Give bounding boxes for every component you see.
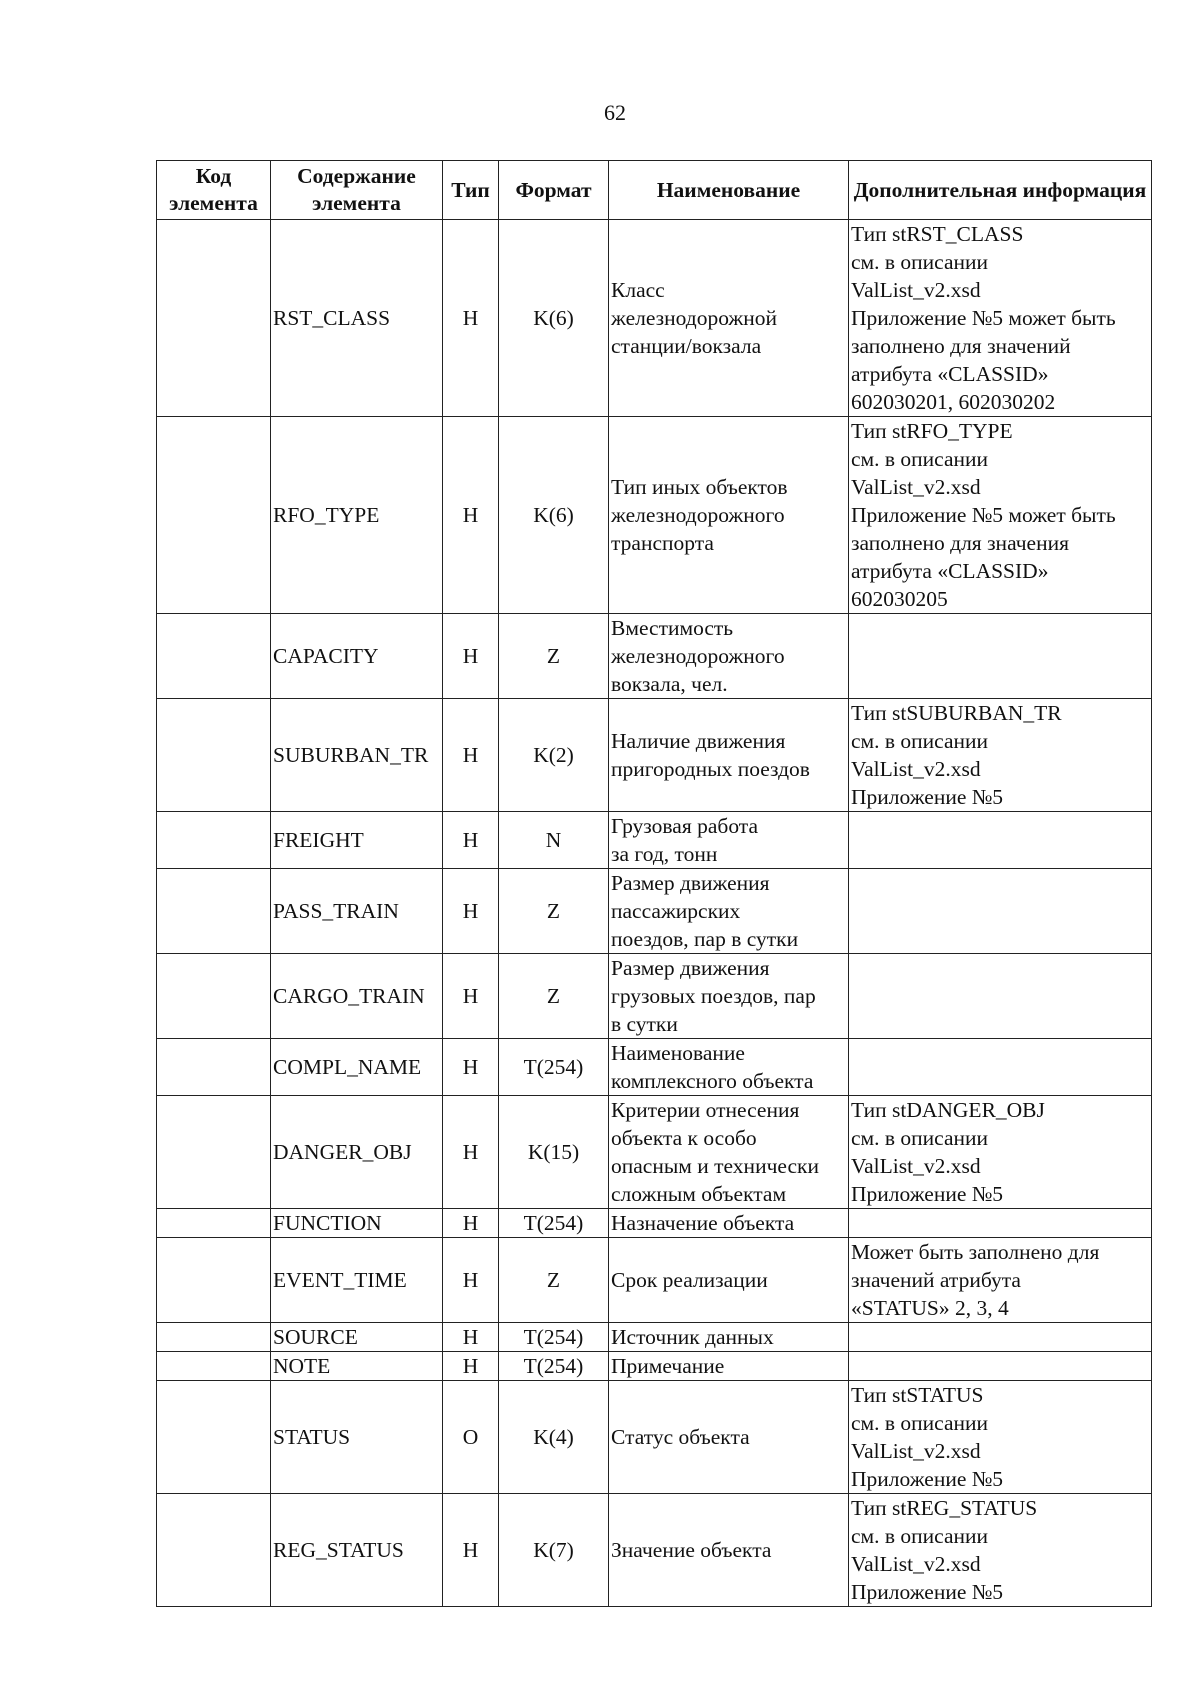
element-format-cell: T(254): [499, 1039, 609, 1096]
table-row: [157, 614, 1152, 699]
element-format-cell: T(254): [499, 1323, 609, 1352]
element-info-cell: Тип stDANGER_OBJ см. в описании ValList_v2.xsd Приложение №5: [849, 1096, 1152, 1209]
element-content-cell: CAPACITY: [271, 614, 443, 699]
element-content-cell: FREIGHT: [271, 812, 443, 869]
element-info-cell: Тип stRFO_TYPE см. в описании ValList_v2.xsd Приложение №5 может быть заполнено для значения атрибута «CLASSID» 602030205: [849, 417, 1152, 614]
table-row: [157, 1494, 1152, 1607]
element-format-cell: Z: [499, 614, 609, 699]
element-info-cell: Тип stSTATUS см. в описании ValList_v2.xsd Приложение №5: [849, 1381, 1152, 1494]
element-type-cell: О: [443, 1381, 499, 1494]
element-type-cell: Н: [443, 1323, 499, 1352]
element-type-cell: Н: [443, 220, 499, 417]
element-content-cell: CARGO_TRAIN: [271, 954, 443, 1039]
element-code-cell: [157, 1323, 271, 1352]
table-row: [157, 1096, 1152, 1209]
element-name-cell: Вместимость железнодорожного вокзала, чел.: [609, 614, 849, 699]
element-code-cell: [157, 1209, 271, 1238]
element-content-cell: FUNCTION: [271, 1209, 443, 1238]
element-type-cell: Н: [443, 699, 499, 812]
table-row: [157, 1238, 1152, 1323]
element-code-cell: [157, 614, 271, 699]
table-row: [157, 1039, 1152, 1096]
element-name-cell: Наличие движения пригородных поездов: [609, 699, 849, 812]
element-content-cell: RST_CLASS: [271, 220, 443, 417]
element-name-cell: Примечание: [609, 1352, 849, 1381]
element-format-cell: T(254): [499, 1209, 609, 1238]
element-code-cell: [157, 812, 271, 869]
element-type-cell: Н: [443, 1494, 499, 1607]
element-info-cell: [849, 1039, 1152, 1096]
table-row: [157, 954, 1152, 1039]
element-type-cell: Н: [443, 1352, 499, 1381]
element-format-cell: K(6): [499, 417, 609, 614]
element-name-cell: Наименование комплексного объекта: [609, 1039, 849, 1096]
element-info-cell: [849, 1323, 1152, 1352]
header-code: Код элемента: [157, 161, 271, 220]
table-row: [157, 1323, 1152, 1352]
element-type-cell: Н: [443, 1039, 499, 1096]
element-info-cell: [849, 869, 1152, 954]
element-info-cell: Тип stREG_STATUS см. в описании ValList_v2.xsd Приложение №5: [849, 1494, 1152, 1607]
element-content-cell: SOURCE: [271, 1323, 443, 1352]
element-code-cell: [157, 869, 271, 954]
element-content-cell: DANGER_OBJ: [271, 1096, 443, 1209]
element-type-cell: Н: [443, 1096, 499, 1209]
element-content-cell: STATUS: [271, 1381, 443, 1494]
element-type-cell: Н: [443, 954, 499, 1039]
element-code-cell: [157, 417, 271, 614]
element-code-cell: [157, 1039, 271, 1096]
element-type-cell: Н: [443, 1238, 499, 1323]
element-name-cell: Статус объекта: [609, 1381, 849, 1494]
element-format-cell: N: [499, 812, 609, 869]
element-name-cell: Размер движения пассажирских поездов, пар в сутки: [609, 869, 849, 954]
element-name-cell: Класс железнодорожной станции/вокзала: [609, 220, 849, 417]
element-format-cell: K(4): [499, 1381, 609, 1494]
element-content-cell: SUBURBAN_TR: [271, 699, 443, 812]
element-format-cell: Z: [499, 954, 609, 1039]
header-content: Содержание элемента: [271, 161, 443, 220]
element-format-cell: K(15): [499, 1096, 609, 1209]
element-type-cell: Н: [443, 1209, 499, 1238]
element-code-cell: [157, 1494, 271, 1607]
element-name-cell: Тип иных объектов железнодорожного транспорта: [609, 417, 849, 614]
element-content-cell: PASS_TRAIN: [271, 869, 443, 954]
element-name-cell: Критерии отнесения объекта к особо опасным и технически сложным объектам: [609, 1096, 849, 1209]
element-code-cell: [157, 1381, 271, 1494]
element-info-cell: [849, 954, 1152, 1039]
table-row: [157, 417, 1152, 614]
table-row: [157, 220, 1152, 417]
element-format-cell: T(254): [499, 1352, 609, 1381]
element-format-cell: K(2): [499, 699, 609, 812]
element-code-cell: [157, 1096, 271, 1209]
element-name-cell: Срок реализации: [609, 1238, 849, 1323]
table-row: [157, 1209, 1152, 1238]
element-name-cell: Размер движения грузовых поездов, пар в сутки: [609, 954, 849, 1039]
element-info-cell: Тип stRST_CLASS см. в описании ValList_v2.xsd Приложение №5 может быть заполнено для значений атрибута «CLASSID» 602030201, 602030202: [849, 220, 1152, 417]
element-content-cell: NOTE: [271, 1352, 443, 1381]
element-name-cell: Грузовая работа за год, тонн: [609, 812, 849, 869]
element-type-cell: Н: [443, 812, 499, 869]
header-info: Дополнительная информация: [849, 161, 1152, 220]
element-info-cell: [849, 812, 1152, 869]
element-name-cell: Назначение объекта: [609, 1209, 849, 1238]
header-format: Формат: [499, 161, 609, 220]
element-code-cell: [157, 1238, 271, 1323]
element-content-cell: EVENT_TIME: [271, 1238, 443, 1323]
element-info-cell: [849, 1352, 1152, 1381]
element-code-cell: [157, 220, 271, 417]
element-type-cell: Н: [443, 614, 499, 699]
element-format-cell: K(6): [499, 220, 609, 417]
element-code-cell: [157, 699, 271, 812]
element-name-cell: Источник данных: [609, 1323, 849, 1352]
element-code-cell: [157, 954, 271, 1039]
table-row: [157, 699, 1152, 812]
table-row: [157, 812, 1152, 869]
element-type-cell: Н: [443, 869, 499, 954]
table-header-row: [157, 161, 1152, 220]
page-number: 62: [604, 100, 626, 125]
element-code-cell: [157, 1352, 271, 1381]
table-body: [157, 220, 1152, 1607]
element-format-cell: Z: [499, 869, 609, 954]
element-format-cell: K(7): [499, 1494, 609, 1607]
element-content-cell: RFO_TYPE: [271, 417, 443, 614]
header-name: Наименование: [609, 161, 849, 220]
element-info-cell: Может быть заполнено для значений атрибута «STATUS» 2, 3, 4: [849, 1238, 1152, 1323]
header-type: Тип: [443, 161, 499, 220]
attribute-table: [156, 160, 1152, 1607]
element-content-cell: COMPL_NAME: [271, 1039, 443, 1096]
table-row: [157, 1352, 1152, 1381]
element-content-cell: REG_STATUS: [271, 1494, 443, 1607]
element-type-cell: Н: [443, 417, 499, 614]
table-row: [157, 869, 1152, 954]
element-info-cell: Тип stSUBURBAN_TR см. в описании ValList_v2.xsd Приложение №5: [849, 699, 1152, 812]
element-format-cell: Z: [499, 1238, 609, 1323]
element-info-cell: [849, 1209, 1152, 1238]
element-info-cell: [849, 614, 1152, 699]
element-name-cell: Значение объекта: [609, 1494, 849, 1607]
table-row: [157, 1381, 1152, 1494]
